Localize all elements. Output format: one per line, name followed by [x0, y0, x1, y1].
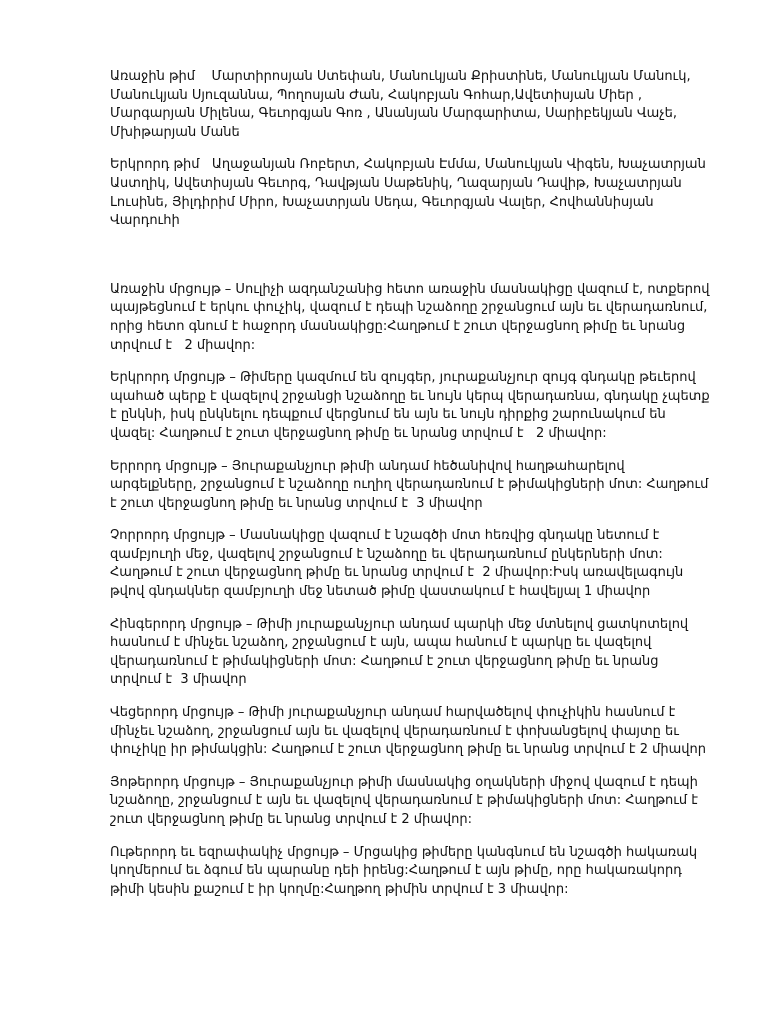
- teams-section: [110, 68, 710, 231]
- round-6-paragraph: Վեցերորդ մրցույթ – Թիմի յուրաքանչյուր անդամ հարվածելով փուչիկին հասնում է մինչեւ նշաձող, շրջանցում այն եւ վազելով վերադառնում է փոխանցելով փայտը եւ փուչիկը իր թիմակցին: Հաղթում է շուտ վերջացնող թիմը եւ նրանց տրվում է 2 միավոր: [110, 705, 706, 758]
- document-body: [110, 68, 714, 913]
- round-4-paragraph: Չորրորդ մրցույթ – Մասնակիցը վազում է նշագծի մոտ հեռվից գնդակը նետում է զամբյուղի մեջ, վազելով շրջանցում է նշաձողը եւ վերադառնում ընկերների մոտ: Հաղթում է շուտ վերջացնող թիմը եւ նրանց տրվում է 2 միավոր:Իսկ առավելագույն թվով գնդակներ զամբյուղի մեջ նետած թիմը վաստակում է հավելյալ 1 միավոր: [110, 528, 688, 600]
- rounds-section: [110, 281, 714, 900]
- round-7-paragraph: Յոթերորդ մրցույթ – Յուրաքանչյուր թիմի մասնակից օղակների միջով վազում է դեպի նշաձողը, շրջանցում է այն եւ վազելով վերադառնում է թիմակիցների մոտ: Հաղթում է շուտ վերջացնող թիմը եւ նրանց տրվում է 2 միավոր:: [110, 774, 703, 827]
- round-3-paragraph: Երրորդ մրցույթ – Յուրաքանչյուր թիմի անդամ հեծանիվով հաղթահարելով արգելքները, շրջանցում է նշաձողը ուղիղ վերադառնում է թիմակիցների մոտ: Հաղթում է շուտ վերջացնող թիմը եւ նրանց տրվում է 3 միավոր: [110, 458, 713, 511]
- round-8-paragraph: Ութերորդ եւ եզրափակիչ մրցույթ – Մրցակից թիմերը կանգնում են նշագծի հակառակ կողմերում եւ ձգում են պարանը դեի իրենց:Հաղթում է այն թիմը, որը հակառակորդ թիմի կեսին քաշում է իր կողմը:Հաղթող թիմին տրվում է 3 միավոր:: [110, 844, 702, 897]
- round-5-paragraph: Հինգերորդ մրցույթ – Թիմի յուրաքանչյուր անդամ պարկի մեջ մտնելով ցատկոտելով հասնում է մինչեւ նշաձող, շրջանցում է այն, ապա հանում է պարկը եւ վազելով վերադառնում է թիմակիցների մոտ: Հաղթում է շուտ վերջացնող թիմը եւ նրանց տրվում է 3 միավոր: [110, 616, 693, 688]
- round-1-paragraph: Առաջին մրցույթ – Սուլիչի ազդանշանից հետո առաջին մասնակիցը վազում է, ոտքերով պայթեցնում է երկու փուչիկ, վազում է դեպի նշաձողը շրջանցում այն եւ վերադառնում, որից հետո գնում է հաջորդ մասնակիցը:Հաղթում է շուտ վերջացնող թիմը եւ նրանց տրվում է 2 միավոր:: [110, 281, 714, 353]
- team-first-paragraph: Առաջին թիմ Մարտիրոսյան Ստեփան, Մանուկյան Քրիստինե, Մանուկյան Մանուկ, Մանուկյան Սյուզաննա, Պողոսյան Ժան, Հակոբյան Գոհար,Ավետիսյան Միեր , Մարգարյան Միլենա, Գեւորգյան Գոռ , Անանյան Մարգարիտա, Սարիբեկյան Վաչե, Մխիթարյան Մանե: [110, 69, 695, 140]
- section-spacer: [110, 245, 710, 281]
- round-2-paragraph: Երկրորդ մրցույթ – Թիմերը կազմում են զույգեր, յուրաքանչյուր զույգ գնդակը թեւերով պահած պերք է վազելով շրջանցի նշաձողը եւ նույն կերպ վերադառնա, գնդակը չպետք է ընկնի, իսկ ընկնելու դեպքում վերցնում են այն եւ նույն դիրքից շարունակում են վազել: Հաղթում է շուտ վերջացնող թիմը եւ նրանց տրվում է 2 միավոր:: [110, 370, 714, 441]
- team-second-paragraph: Երկրորդ թիմ Աղաջանյան Ռոբերտ, Հակոբյան Էմմա, Մանուկյան Վիգեն, Խաչատրյան Աստղիկ, Ավետիսյան Գեւորգ, Դավթյան Սաթենիկ, Ղազարյան Դավիթ, Խաչատրյան Լուսինե, Յիլդիրիմ Միրո, Խաչատրյան Սեդա, Գեւորգյան Վալեր, Հովհաննիսյան Վարդուհի: [110, 157, 710, 229]
